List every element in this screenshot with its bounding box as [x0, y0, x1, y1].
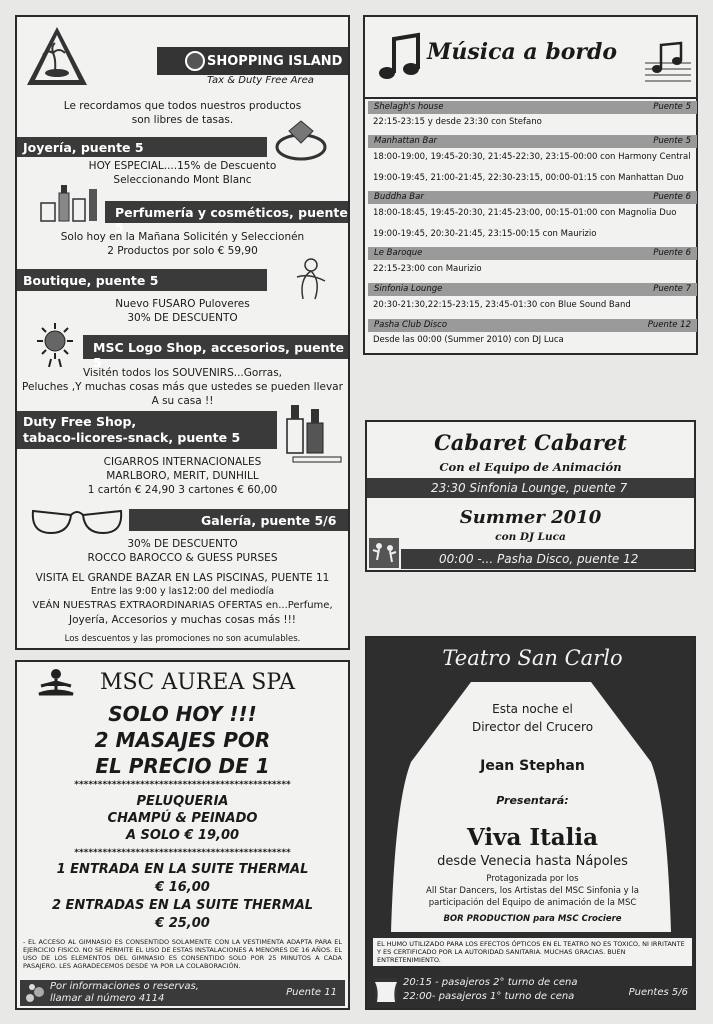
shopping-panel	[15, 15, 350, 650]
venue-name: Buddha Bar	[374, 192, 424, 202]
perfumeria-line-2: 2 Productos por solo € 59,90	[107, 245, 258, 257]
perfumeria-line-1: Solo hoy en la Mañana Solicitén y Seleccionén	[60, 231, 305, 243]
section-heading-joyeria: Joyería, puente 5	[17, 137, 267, 157]
music-note-icon	[377, 31, 421, 83]
stars-divider: **********************************************	[74, 780, 291, 790]
boutique-line-1: Nuevo FUSARO Puloveres	[115, 298, 250, 310]
venue-time: Desde las 00:00 (Summer 2010) con DJ Luca	[373, 335, 564, 345]
teatro-footer	[371, 974, 694, 1008]
cast-1: Protagonizada por los	[486, 874, 579, 884]
stage-icon	[375, 978, 397, 1002]
venue-name: Shelagh's house	[374, 102, 444, 112]
music-schedule	[363, 99, 698, 355]
shop-intro-2: son libres de tasas.	[131, 114, 234, 126]
cast-3: participación del Equipo de animación de la MSC	[428, 898, 637, 908]
section-heading-boutique: Boutique, puente 5	[17, 269, 267, 291]
section-heading-perfumeria: Perfumería y cosméticos, puente 5	[105, 201, 348, 223]
duty-free-heading-1: Duty Free Shop,	[23, 414, 137, 429]
salon-2: CHAMPÚ & PEINADO	[107, 811, 258, 826]
teatro-deck: Puentes 5/6	[628, 987, 688, 998]
teatro-line-2: Director del Crucero	[471, 720, 594, 734]
bazar-line-1: VISITA EL GRANDE BAZAR EN LAS PISCINAS, PUENTE 11	[35, 572, 330, 584]
gym-notice: - EL ACCESO AL GIMNASIO ES CONSENTIDO SOLAMENTE CON LA VESTIMENTA ADAPTA PARA EL EJERCICIO FISICO. NO SE PERMITE EL USO DE ESTAS INSTALACIONES A MENORES DE 16 AÑOS. EL USO DE LOS ELEMENTOS DEL GIMNASIO ES CONSENTIDO SOLO POR 25 MINUTOS A CADA PASAJERO. LES AGRADECEMOS DESDE YA POR LA COLABORACIÓN.	[23, 938, 342, 970]
joyeria-line-2: Seleccionando Mont Blanc	[113, 174, 252, 186]
teatro-title: Teatro San Carlo	[442, 646, 623, 670]
logo-shop-line-3: A su casa !!	[151, 395, 214, 407]
cabaret-panel	[365, 420, 696, 572]
thermal-2: € 16,00	[155, 880, 210, 895]
venue-time: 18:00-18:45, 19:45-20:30, 21:45-23:00, 00:15-01:00 con Magnolia Duo	[373, 208, 677, 218]
spa-promo-1: SOLO HOY !!!	[108, 702, 257, 726]
salon-3: A SOLO € 19,00	[125, 828, 240, 843]
shop-disclaimer: Los descuentos y las promociones no son acumulables.	[64, 634, 301, 644]
cabaret-time: 23:30 Sinfonia Lounge, puente 7	[367, 478, 694, 498]
summer-title: Summer 2010	[459, 507, 602, 528]
thermal-1: 1 ENTRADA EN LA SUITE THERMAL	[56, 862, 309, 877]
venue-bar	[368, 135, 697, 148]
shopping-title: SHOPPING ISLAND	[157, 47, 348, 75]
msc-logo-icon	[185, 51, 205, 71]
music-panel	[363, 15, 698, 355]
music-title: Música a bordo	[427, 39, 618, 65]
venue-deck: Puente 12	[647, 320, 691, 330]
section-heading-logo-shop: MSC Logo Shop, accesorios, puente 5	[83, 335, 348, 359]
venue-name: Sinfonia Lounge	[374, 284, 443, 294]
thermal-3: 2 ENTRADAS EN LA SUITE THERMAL	[51, 898, 314, 913]
duty-free-line-2: MARLBORO, MERIT, DUNHILL	[106, 470, 259, 482]
cabaret-subtitle: Con el Equipo de Animación	[439, 460, 622, 474]
fashion-figure-icon	[285, 255, 333, 303]
spa-title: MSC AUREA SPA	[99, 670, 296, 695]
logo-shop-line-1: Visitén todos los SOUVENIRS...Gorras,	[82, 367, 283, 379]
spa-footer-line-1: Por informaciones o reservas,	[50, 981, 199, 992]
shop-intro-1: Le recordamos que todos nuestros productos	[63, 100, 302, 112]
logo-shop-line-2: Peluches ,Y muchas cosas más que ustedes se pueden llevar	[22, 381, 343, 393]
spa-footer-text	[50, 981, 199, 1005]
duty-free-line-1: CIGARROS INTERNACIONALES	[103, 456, 262, 468]
joyeria-line-1: HOY ESPECIAL....15% de Descuento	[88, 160, 277, 172]
spa-footer	[20, 980, 345, 1006]
production: BOR PRODUCTION para MSC Crociere	[443, 914, 622, 924]
spa-promo-2: 2 MASAJES POR	[94, 728, 271, 752]
cast-2: All Star Dancers, los Artistas del MSC Sinfonia y la	[426, 886, 639, 896]
section-heading-duty-free	[17, 411, 277, 449]
bazar-line-4: Joyería, Accesorios y muchas cosas más !!!	[68, 614, 297, 626]
presenta-label: Presentará:	[496, 794, 569, 807]
venue-bar	[368, 283, 697, 296]
venue-time: 19:00-19:45, 21:00-21:45, 22:30-23:15, 00:00-01:15 con Manhattan Duo	[373, 173, 684, 183]
music-header	[363, 15, 698, 99]
music-staff-icon	[645, 41, 691, 85]
venue-bar	[368, 191, 697, 204]
venue-name: Pasha Club Disco	[374, 320, 448, 330]
shopping-subtitle: Tax & Duty Free Area	[207, 75, 314, 86]
duty-free-line-3: 1 cartón € 24,90 3 cartones € 60,00	[87, 484, 278, 496]
cabaret-title: Cabaret Cabaret	[434, 430, 627, 455]
perfume-bottles-icon	[39, 179, 105, 223]
spa-deck: Puente 11	[286, 987, 337, 998]
venue-bar	[368, 319, 697, 332]
section-heading-galeria: Galería, puente 5/6	[129, 509, 348, 531]
spa-footer-line-2: llamar al número 4114	[50, 993, 165, 1004]
salon-1: PELUQUERIA	[136, 794, 229, 809]
stars-divider: **********************************************	[74, 848, 291, 858]
smoke-warning: EL HUMO UTILIZADO PARA LOS EFECTOS ÓPTICOS EN EL TEATRO NO ES TOXICO, NI IRRITANTE Y ES CERTIFICADO POR LA AUTORIDAD SANITARIA. MUCHAS GRACIAS. BUEN ENTRETENIMIENTO.	[373, 938, 692, 966]
teatro-panel	[365, 636, 696, 1010]
duty-free-heading-2: tabaco-licores-snack, puente 5	[23, 430, 241, 445]
galeria-line-2: ROCCO BAROCCO & GUESS PURSES	[87, 552, 278, 564]
venue-deck: Puente 7	[653, 284, 691, 294]
show-title: Viva Italia	[466, 824, 599, 851]
venue-deck: Puente 5	[653, 136, 691, 146]
venue-time: 22:15-23:15 y desde 23:30 con Stefano	[373, 117, 542, 127]
spa-panel	[15, 660, 350, 1010]
venue-bar	[368, 247, 697, 260]
show-time-2: 22:00- pasajeros 1° turno de cena	[403, 991, 575, 1002]
thermal-4: € 25,00	[155, 916, 210, 931]
venue-bar	[368, 101, 697, 114]
venue-deck: Puente 5	[653, 102, 691, 112]
venue-deck: Puente 6	[653, 192, 691, 202]
venue-time: 19:00-19:45, 20:30-21:45, 23:15-00:15 con Maurizio	[373, 229, 597, 239]
ring-icon	[273, 117, 329, 163]
sun-mascot-icon	[29, 321, 81, 367]
show-subtitle: desde Venecia hasta Nápoles	[437, 854, 628, 869]
galeria-line-1: 30% DE DESCUENTO	[127, 538, 238, 550]
bazar-line-2: Entre las 9:00 y las12:00 del mediodía	[90, 586, 275, 597]
spa-promo-3: EL PRECIO DE 1	[95, 754, 270, 778]
teatro-line-1: Esta noche el	[492, 702, 573, 716]
dancers-icon	[369, 538, 399, 568]
summer-time: 00:00 -... Pasha Disco, puente 12	[401, 549, 694, 569]
summer-subtitle: con DJ Luca	[495, 531, 566, 543]
sunglasses-icon	[27, 501, 127, 541]
venue-name: Manhattan Bar	[374, 136, 438, 146]
venue-time: 22:15-23:00 con Maurizio	[373, 264, 482, 274]
venue-deck: Puente 6	[653, 248, 691, 258]
venue-name: Le Baroque	[374, 248, 423, 258]
boutique-line-2: 30% DE DESCUENTO	[127, 312, 238, 324]
show-time-1: 20:15 - pasajeros 2° turno de cena	[403, 977, 578, 988]
bazar-line-3: VEÁN NUESTRAS EXTRAORDINARIAS OFERTAS en...Perfume,	[32, 600, 333, 611]
venue-time: 20:30-21:30,22:15-23:15, 23:45-01:30 con Blue Sound Band	[373, 300, 631, 310]
shopping-header	[17, 17, 348, 95]
bubbles-icon	[24, 982, 46, 1004]
director-name: Jean Stephan	[480, 758, 585, 774]
venue-time: 18:00-19:00, 19:45-20:30, 21:45-22:30, 23:15-00:00 con Harmony Central	[373, 152, 691, 162]
island-warning-icon	[25, 25, 89, 89]
